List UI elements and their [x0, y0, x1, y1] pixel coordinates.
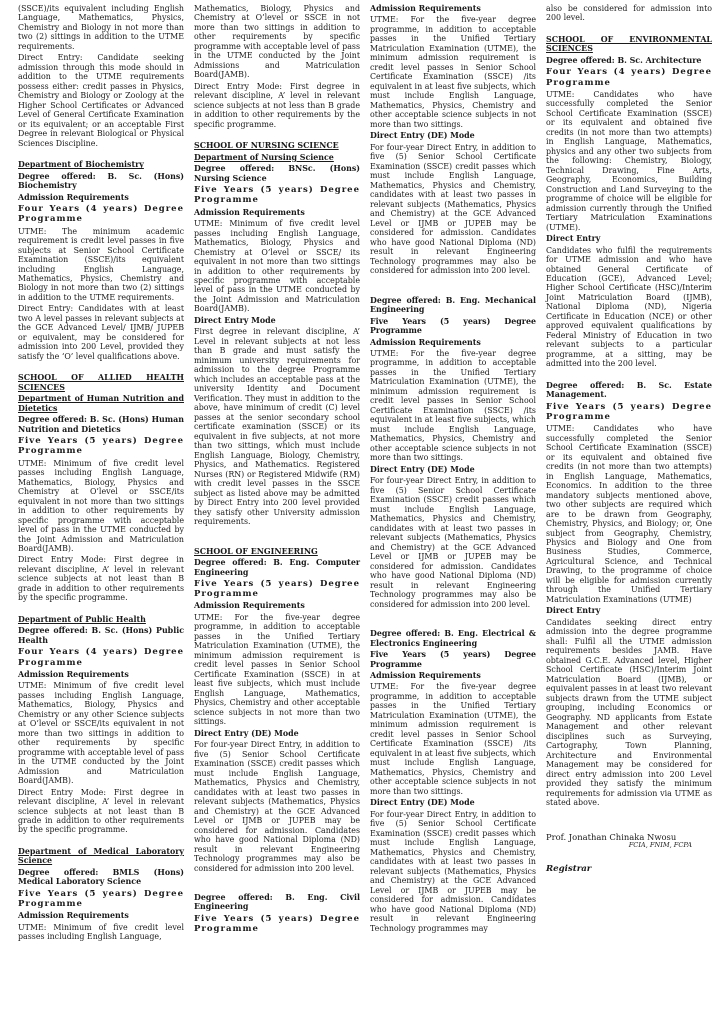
utme-paragraph: UTME: Minimum of five credit level passes including English Language, Mathematics, Biology, Physics and Chemistry or any other Science subjects at O’level or SSCE/its equivalent in not more than two sittings in addition to other requirements by specific programme with acceptable level of pass in the UTME conducted by the Joint Admission and Matriculation Board(JAMB). — [18, 681, 184, 786]
signatory-title: Registrar — [546, 863, 592, 874]
programme-duration: Five Years (5 years) Degree Programme — [18, 888, 184, 910]
signatory-credentials: FCIA, FNIM, FCPA — [628, 840, 692, 849]
direct-entry-paragraph: For four-year Direct Entry, in addition to five (5) Senior School Certificate Examination (SSCE) credit passes which must include English Language, Mathematics, Physics and Chemistry, candidates with at least two passes in relevant subjects (Mathematics, Physics and Chemistry) at the GCE Advanced Level or IJMB or JUPEB may be considered for admission. Candidates who have good National Diploma (ND) result in relevant Engineering Technology programmes may also be considered for admission into 200 level. — [194, 740, 360, 873]
degree-offered: Degree offered: B. Eng. Civil Engineering — [194, 892, 360, 912]
degree-offered: Degree offered: B. Eng. Mechanical Engineering — [370, 295, 536, 315]
programme-duration: Five Years (5 years) Degree Programme — [194, 185, 360, 206]
direct-entry-paragraph: Direct Entry Mode: First degree in relevant discipline, A’ level in relevant science subjects at not least than B grade in addition to other requirements by the specific programme. — [18, 787, 184, 835]
degree-offered: Degree offered: BNSc. (Hons) Nursing Science — [194, 164, 360, 183]
signature-block — [546, 832, 712, 874]
school-heading-environmental: SCHOOL OF ENVIRONMENTAL SCIENCES — [546, 34, 712, 54]
programme-duration: Five Years (5 years) Degree Programme — [194, 579, 360, 600]
paragraph: (SSCE)/its equivalent including English Language, Mathematics, Physics, Chemistry and Biology in not more than two (2) sittings in addition to the UTME requirements. — [18, 4, 184, 51]
direct-entry-paragraph: Direct Entry: Candidates with at least two A level passes in relevant subjects at the GCE Advanced Level/ IJMB/ JUPEB or equivalent, may be considered for admission into 200 Level, provided they satisfy the ‘O’ level qualifications above. — [18, 304, 184, 361]
direct-entry-paragraph: Direct Entry: Candidate seeking admission through this mode should in addition to the UTME requirements possess either: credit passes in Physics, Chemistry and Biology or Zoology at the Higher School Certificates or Advanced Level of General Certificate Examination or its equivalent; or an acceptable First Degree in relevant Biological or Physical Sciences Discipline. — [18, 53, 184, 148]
programme-duration: Four Years (4 years) Degree Programme — [18, 647, 184, 668]
column-4 — [546, 4, 712, 1024]
admission-requirements-heading: Admission Requirements — [370, 337, 481, 347]
direct-entry-heading: Direct Entry — [546, 234, 601, 244]
signatory-name: Prof. Jonathan Chinaka Nwosu — [546, 831, 677, 842]
paragraph: also be considered for admission into 200 level. — [546, 4, 712, 23]
direct-entry-paragraph: Candidates seeking direct entry admission into the degree programme shall: Fulfil all the UTME admission requirements besides JAMB. Have obtained G.C.E. Advanced level, Higher School Certificate (HSC)/Interim Joint Matriculation Board (IJMB), or equivalent passes in at least two relevant subjects drawn from the UTME subject grouping, including Economics or Geography. ND applicants from Estate Management and other relevant disciplines such as Surveying, Cartography, Town Planning, Architecture and Environmental Management may be considered for direct entry admission into 200 Level provided they satisfy the minimum requirements for admission via UTME as stated above. — [546, 617, 712, 808]
degree-offered: Degree offered: B. Eng. Computer Engineering — [194, 558, 360, 577]
school-heading-allied-health: SCHOOL OF ALLIED HEALTH SCIENCES — [18, 373, 184, 392]
direct-entry-heading: Direct Entry (DE) Mode — [370, 798, 475, 808]
admission-requirements-heading: Admission Requirements — [194, 207, 305, 217]
direct-entry-paragraph: Candidates who fulfil the requirements for UTME admission and who have obtained General Certificate of Education (GCE), Advanced Level; Higher School Certificate (HSC)/Interim Joint Matriculation Board (IJMB), National Diploma (ND), Nigeria Certificate in Education (NCE) or other approved equivalent qualifications by Federal Ministry of Education in two relevant subjects to a particular programme, at a sitting, may be admitted into the 200 level. — [546, 245, 712, 369]
direct-entry-heading: Direct Entry — [546, 606, 601, 616]
programme-duration: Five Years (5 years) Degree Programme — [370, 316, 536, 336]
school-heading-engineering: SCHOOL OF ENGINEERING — [194, 546, 318, 556]
programme-duration: Four Years (4 years) Degree Programme — [18, 204, 184, 225]
dept-heading-medical-lab: Department of Medical Laboratory Science — [18, 846, 184, 866]
admission-requirements-heading: Admission Requirements — [194, 601, 305, 611]
direct-entry-heading: Direct Entry (DE) Mode — [370, 464, 475, 474]
utme-paragraph: UTME: Minimum of five credit level passes including English Language, — [18, 922, 184, 942]
dept-heading-nursing: Department of Nursing Science — [194, 152, 334, 162]
degree-offered: Degree offered: B. Sc. Estate Management. — [546, 380, 712, 400]
utme-paragraph: UTME: The minimum academic requirement is credit level passes in five subjects at Senior School Certificate Examination (SSCE)/its equivalent including English Language, Mathematics, Physics, Chemistry and Biology in not more than two (2) sittings in addition to the UTME requirements. — [18, 226, 184, 302]
direct-entry-heading: Direct Entry (DE) Mode — [370, 131, 475, 141]
degree-offered: Degree offered: B. Sc. (Hons) Public Health — [18, 626, 184, 645]
school-heading-nursing: SCHOOL OF NURSING SCIENCE — [194, 141, 339, 151]
utme-paragraph: UTME: For the five-year degree programme, in addition to acceptable passes in the Unified Tertiary Matriculation Examination (UTME), the minimum admission requirement is credit level passes in Senior School Certificate Examination (SSCE) in at least five subjects, which must include English Language, Mathematics, Physics, Chemistry and other acceptable science subjects in not more than two sittings. — [194, 612, 360, 727]
direct-entry-paragraph: Direct Entry Mode: First degree in relevant discipline, A’ level in relevant science subjects at not least than B grade in addition to other requirements by the specific programme. — [18, 555, 184, 603]
direct-entry-heading: Direct Entry (DE) Mode — [194, 728, 299, 738]
direct-entry-paragraph: For four-year Direct Entry, in addition to five (5) Senior School Certificate Examination (SSCE) credit passes which must include English Language, Mathematics, Physics and Chemistry, candidates with at least two passes in relevant subjects (Mathematics, Physics and Chemistry) at the GCE Advanced Level or IJMB or JUPEB may be considered for admission. Candidates who have good National Diploma (ND) result in relevant Engineering Technology programmes may — [370, 809, 536, 933]
direct-entry-paragraph: First degree in relevant discipline, A’ Level in relevant subjects at not less than B grade and must satisfy the minimum university requirements for admission to the degree Programme which includes an acceptable pass at the university Identity and Document Verification. They must in addition to the above, have minimum of credit (C) level passes at the senior secondary school certificate examination (SSCE) or its equivalent in five subjects, at not more than two sittings, which must include English Language, Biology, Chemistry, Physics, and Mathematics. Registered Nurses (RN) or Registered Midwife (RM) with credit level passes in the SSCE subject as listed above may be admitted by Direct Entry into 200 level provided they satisfy other University admission requirements. — [194, 327, 360, 527]
dept-heading-biochemistry: Department of Biochemistry — [18, 160, 144, 170]
column-2 — [194, 4, 360, 1024]
admission-requirements-heading: Admission Requirements — [18, 192, 129, 202]
utme-paragraph: UTME: Minimum of five credit level passes including English Language, Mathematics, Biology, Physics and Chemistry at O’level or SSCE/its equivalent in not more than two sittings in addition to other requirements by specific programme with acceptable level of pass in the UTME conducted by the Joint Admission and Matriculation Board(JAMB). — [18, 458, 184, 553]
utme-paragraph: UTME: For the five-year degree programme, in addition to acceptable passes in the Unified Tertiary Matriculation Examination (UTME), the minimum admission requirement is credit level passes in Senior School Certificate Examination (SSCE) /its equivalent in at least five subjects, which must include English Language, Mathematics, Physics, Chemistry and other acceptable science subjects in not more than two sittings. — [370, 348, 536, 463]
programme-duration: Four Years (4 years) Degree Programme — [546, 67, 712, 88]
column-1 — [18, 4, 184, 1024]
direct-entry-paragraph: For four-year Direct Entry, in addition to five (5) Senior School Certificate Examination (SSCE) credit passes which must include English Language, Mathematics, Physics and Chemistry, candidates with at least two passes in relevant subjects (Mathematics, Physics and Chemistry) at the GCE Advanced Level or IJMB or JUPEB may be considered for admission. Candidates who have good National Diploma (ND) result in relevant Engineering Technology programmes may also be considered for admission into 200 level. — [370, 476, 536, 609]
programme-duration: Five Years (5 years) Degree Programme — [546, 401, 712, 422]
direct-entry-paragraph: Direct Entry Mode: First degree in relevant discipline, A’ level in relevant science subjects at not less than B grade in addition to other requirements by the specific programme. — [194, 81, 360, 129]
degree-offered: Degree offered: B. Sc. (Hons) Biochemistry — [18, 171, 184, 191]
admission-requirements-heading: Admission Requirements — [18, 669, 129, 679]
degree-offered: Degree offered: B. Eng. Electrical & Electronics Engineering — [370, 629, 536, 648]
degree-offered: Degree offered: B. Sc. Architecture — [546, 55, 702, 65]
dept-heading-public-health: Department of Public Health — [18, 614, 146, 624]
paragraph: Mathematics, Biology, Physics and Chemistry at O’level or SSCE in not more than two sittings in addition to other requirements by specific programme with acceptable level of pass in the UTME conducted by the Joint Admissions and Matriculation Board(JAMB). — [194, 4, 360, 80]
utme-paragraph: UTME: For the five-year degree programme, in addition to acceptable passes in the Unified Tertiary Matriculation Examination (UTME), the minimum admission requirement is credit level passes in Senior School Certificate Examination (SSCE) /its equivalent in at least five subjects, which must include English Language, Mathematics, Physics, Chemistry and other acceptable science subjects in not more than two sittings. — [370, 15, 536, 129]
programme-duration: Five Years (5 years) Degree Programme — [18, 436, 184, 457]
direct-entry-heading: Direct Entry Mode — [194, 315, 276, 325]
utme-paragraph: UTME: Candidates who have successfully completed the Senior School Certificate Examination (SSCE) or its equivalent and obtained five credits (in not more than two attempts) in English Language, Mathematics, physics and any other two subjects from the following: Chemistry, Biology, Technical Drawing, Fine Arts, Geography, Economics, Building Construction and Land Surveying to the programme of choice will be eligible for admission currently through the Unified Tertiary Matriculation Examinations (UTME). — [546, 89, 712, 232]
admission-requirements-heading: Admission Requirements — [370, 671, 481, 680]
degree-offered: Degree offered: BMLS (Hons) Medical Laboratory Science — [18, 867, 184, 887]
dept-heading-nutrition: Department of Human Nutrition and Dietetics — [18, 394, 184, 413]
programme-duration: Five Years (5 years) Degree Programme — [194, 913, 360, 935]
admission-requirements-heading: Admission Requirements — [18, 911, 129, 921]
utme-paragraph: UTME: Minimum of five credit level passes including English Language, Mathematics, Biology, Physics and Chemistry at O’level or SSCE/ its equivalent in not more than two sittings in addition to other requirements by specific programme with acceptable level of pass in the UTME conducted by the Joint Admission and Matriculation Board(JAMB). — [194, 219, 360, 314]
direct-entry-paragraph: For four-year Direct Entry, in addition to five (5) Senior School Certificate Examination (SSCE) credit passes which must include English Language, Mathematics, Physics and Chemistry, candidates with at least two passes in relevant subjects (Mathematics, Physics and Chemistry) at the GCE Advanced Level or IJMB or JUPEB may be considered for admission. Candidates who have good National Diploma (ND) result in relevant Engineering Technology programmes may also be considered for admission into 200 level. — [370, 142, 536, 276]
degree-offered: Degree offered: B. Sc. (Hons) Human Nutrition and Dietetics — [18, 415, 184, 434]
programme-duration: Five Years (5 years) Degree Programme — [370, 650, 536, 669]
utme-paragraph: UTME: Candidates who have successfully completed the Senior School Certificate Examination (SSCE) or its equivalent and obtained five credits (in not more than two attempts) in English Language, Mathematics, Economics. In addition to the three mandatory subjects mentioned above, two other subjects are required which are to be drawn from Geography, Chemistry, Physics, and Biology; or, One subject from Geography, Chemistry, Physics and Biology and One from Business Studies, Commerce, Agricultural Science, and Technical Drawing, to the programme of choice will be eligible for admission currently through the Unified Tertiary Matriculation Examinations (UTME) — [546, 424, 712, 604]
column-3 — [370, 4, 536, 1024]
admission-requirements-heading: Admission Requirements — [370, 4, 481, 13]
utme-paragraph: UTME: For the five-year degree programme, in addition to acceptable passes in the Unified Tertiary Matriculation Examination (UTME), the minimum admission requirement is credit level passes in Senior School Certificate Examination (SSCE) /its equivalent in at least five subjects, which must include English Language, Mathematics, Physics, Chemistry and other acceptable science subjects in not more than two sittings. — [370, 682, 536, 796]
